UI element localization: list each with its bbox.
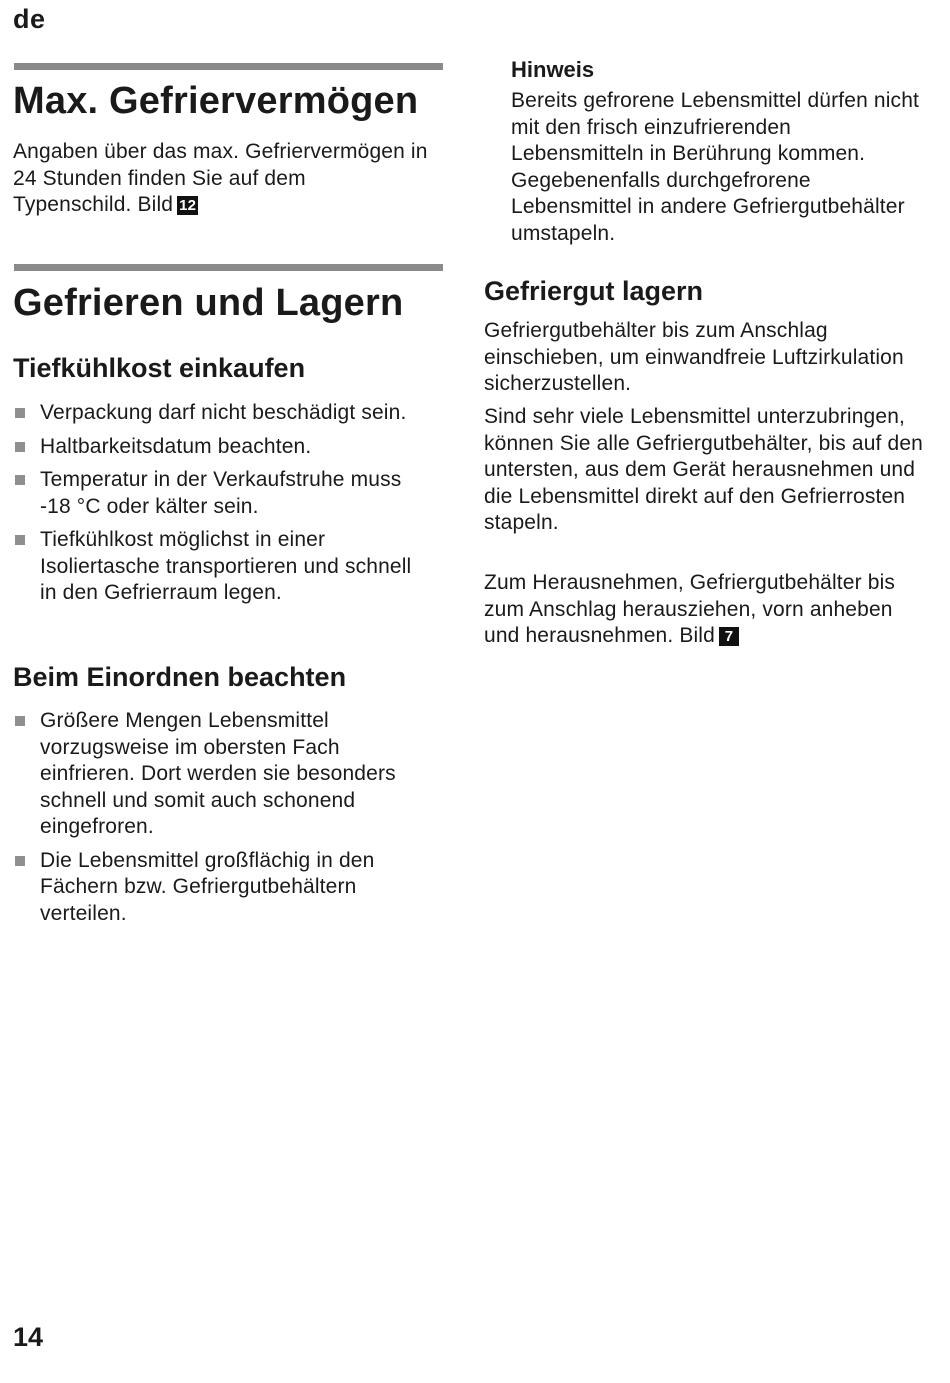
section-divider: [14, 63, 443, 70]
bullet-square-icon: [15, 535, 25, 545]
list-item: [13, 434, 423, 461]
list-item-text: Temperatur in der Verkaufstruhe muss -18 °C oder kälter sein.: [40, 468, 402, 518]
list-item: [13, 400, 423, 427]
list-item-text: Verpackung darf nicht beschädigt sein.: [40, 401, 407, 424]
section-title-gefrieren-und-lagern: Gefrieren und Lagern: [13, 282, 404, 324]
figure-reference-badge: 12: [179, 197, 197, 214]
gefriervermoegen-text: Angaben über das max. Gefriervermögen in 24 Stunden finden Sie auf dem Typenschild. Bild: [13, 140, 428, 216]
bullet-square-icon: [15, 716, 25, 726]
note-title: Hinweis: [511, 57, 595, 82]
figure-reference-badge: 7: [719, 627, 739, 646]
list-item-text: Die Lebensmittel großflächig in den Fächern bzw. Gefriergutbehältern verteilen.: [40, 848, 375, 925]
bullet-square-icon: [15, 442, 25, 452]
bullet-square-icon: [15, 856, 25, 866]
list-item-text: Größere Mengen Lebensmittel vorzugsweise im obersten Fach einfrieren. Dort werden sie besonders schnell und somit auch schonend eingefroren.: [40, 709, 396, 838]
section-title-max-gefriervermoegen: Max. Gefriervermögen: [13, 80, 419, 122]
einordnen-list: [13, 708, 423, 934]
lagern-paragraph-3: [484, 570, 924, 650]
section-divider: [14, 264, 443, 271]
list-item: [13, 848, 423, 928]
list-item: [13, 467, 423, 520]
gefriervermoegen-paragraph: [13, 139, 429, 219]
note-text: Bereits gefrorene Lebensmittel dürfen nicht mit den frisch einzufrierenden Lebensmitteln in Berührung kommen. Gegebenenfalls durchgefrorene Lebensmittel in andere Gefriergutbehälter umstapeln.: [511, 89, 920, 245]
list-item-text: Tiefkühlkost möglichst in einer Isoliertasche transportieren und schnell in den Gefrierraum legen.: [40, 528, 412, 604]
subsection-title-einordnen: Beim Einordnen beachten: [13, 662, 347, 692]
language-label: de: [13, 4, 46, 34]
subsection-title-gefriergut-lagern: Gefriergut lagern: [484, 276, 704, 306]
list-item: [13, 527, 423, 607]
bullet-square-icon: [15, 475, 25, 485]
lagern-paragraph-2: Sind sehr viele Lebensmittel unterzubringen, können Sie alle Gefriergutbehälter, bis auf den untersten, aus dem Gerät herausnehmen und die Lebensmittel direkt auf den Gefrierrosten stapeln.: [484, 405, 924, 534]
page-number: 14: [13, 1322, 44, 1352]
tiefkuehlkost-list: [13, 400, 423, 614]
lagern-paragraph-1: Gefriergutbehälter bis zum Anschlag einschieben, um einwandfreie Luftzirkulation sicherzustellen.: [484, 319, 904, 395]
list-item: [13, 708, 423, 841]
list-item-text: Haltbarkeitsdatum beachten.: [40, 434, 312, 458]
bullet-square-icon: [15, 408, 25, 418]
lagern-paragraph-3-text: Zum Herausnehmen, Gefriergutbehälter bis zum Anschlag herausziehen, vorn anheben und herausnehmen. Bild: [484, 571, 896, 647]
subsection-title-tiefkuehlkost: Tiefkühlkost einkaufen: [13, 353, 306, 383]
